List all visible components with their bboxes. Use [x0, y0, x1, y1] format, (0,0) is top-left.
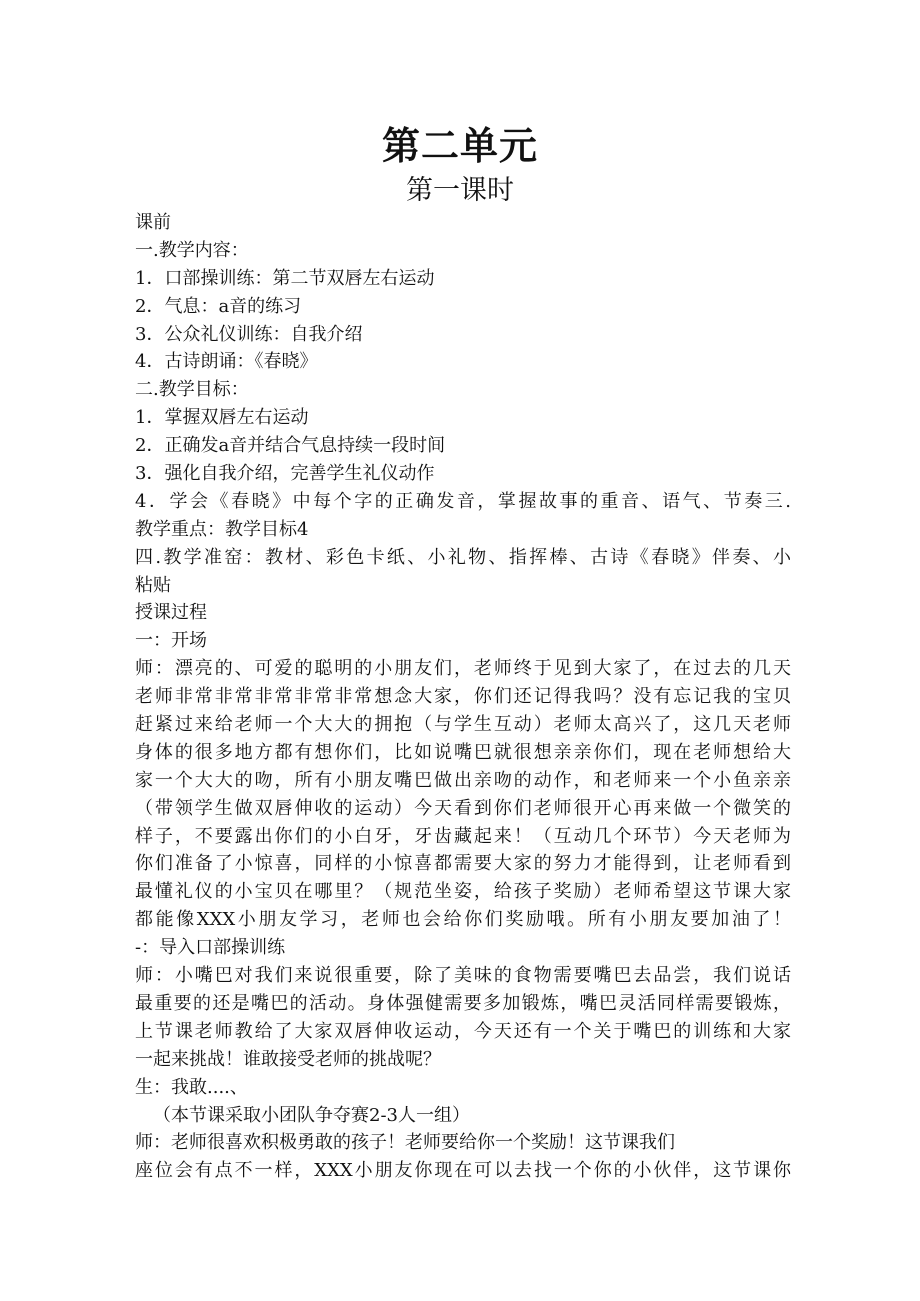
text-line: 上节课老师教给了大家双唇伸收运动，今天还有一个关于嘴巴的训练和大家 — [135, 1020, 791, 1042]
text-line: -：导入口部操训练 — [135, 937, 286, 959]
text-line: 1．口部操训练：第二节双唇左右运动 — [135, 267, 435, 289]
text-line: （带领学生做双唇伸收的运动）今天看到你们老师很开心再来做一个微笑的 — [135, 797, 791, 819]
lesson-subtitle: 第一课时 — [406, 175, 514, 206]
text-line: 一：开场 — [135, 630, 207, 652]
text-line: 3．强化自我介绍，完善学生礼仪动作 — [135, 463, 435, 485]
text-line: 一.教学内容： — [135, 239, 249, 261]
text-line: 粘贴 — [135, 574, 171, 596]
text-line: 1．掌握双唇左右运动 — [135, 407, 309, 429]
text-line: 授课过程 — [135, 602, 207, 624]
text-line: 2．气息：a音的练习 — [135, 295, 302, 317]
text-line: 座位会有点不一样，XXX小朋友你现在可以去找一个你的小伙伴，这节课你 — [135, 1160, 791, 1182]
text-line: 最懂礼仪的小宝贝在哪里？（规范坐姿，给孩子奖励）老师希望这节课大家 — [135, 881, 791, 903]
text-line: 二.教学目标： — [135, 379, 249, 401]
text-line: 课前 — [135, 212, 171, 233]
text-line: 样子，不要露出你们的小白牙，牙齿藏起来！（互动几个环节）今天老师为 — [135, 825, 791, 847]
text-line: 生：我敢....、 — [135, 1076, 248, 1098]
lesson-body — [135, 209, 791, 1185]
unit-title: 第二单元 — [381, 124, 538, 168]
text-line: 师：老师很喜欢积极勇敢的孩子！老师要给你一个奖励！这节课我们 — [135, 1132, 675, 1154]
text-line: 都能像XXX小朋友学习，老师也会给你们奖励哦。所有小朋友要加油了！ — [135, 909, 791, 931]
text-line: 老师非常非常非常非常非常想念大家，你们还记得我吗？没有忘记我的宝贝 — [135, 686, 791, 708]
text-line: 教学重点：教学目标4 — [135, 518, 309, 540]
text-line: 师：漂亮的、可爱的聪明的小朋友们，老师终于见到大家了，在过去的几天 — [135, 658, 791, 680]
text-line: 4．古诗朗诵：《春晓》 — [135, 351, 318, 373]
text-line: 4．学会《春晓》中每个字的正确发音，掌握故事的重音、语气、节奏三. — [135, 490, 791, 512]
text-line: 最重要的还是嘴巴的活动。身体强健需要多加锻炼，嘴巴灵活同样需要锻炼， — [135, 992, 791, 1014]
text-line: （本节课采取小团队争夺赛2-3人一组） — [153, 1104, 470, 1126]
text-line: 3．公众礼仪训练：自我介绍 — [135, 323, 363, 345]
text-line: 你们准备了小惊喜，同样的小惊喜都需要大家的努力才能得到，让老师看到 — [135, 853, 791, 875]
text-line: 师：小嘴巴对我们来说很重要，除了美味的食物需要嘴巴去品尝，我们说话 — [135, 965, 791, 987]
text-line: 2．正确发a音并结合气息持续一段时间 — [135, 435, 446, 457]
text-line: 一起来挑战！谁敢接受老师的挑战呢？ — [135, 1048, 441, 1070]
text-line: 身体的很多地方都有想你们，比如说嘴巴就很想亲亲你们，现在老师想给大 — [135, 741, 791, 763]
text-line: 四.教学准窑：教材、彩色卡纸、小礼物、指挥棒、古诗《春晓》伴奏、小 — [135, 546, 791, 568]
text-line: 家一个大大的吻，所有小朋友嘴巴做出亲吻的动作，和老师来一个小鱼亲亲 — [135, 769, 791, 791]
text-line: 赶紧过来给老师一个大大的拥抱（与学生互动）老师太高兴了，这几天老师 — [135, 714, 791, 736]
